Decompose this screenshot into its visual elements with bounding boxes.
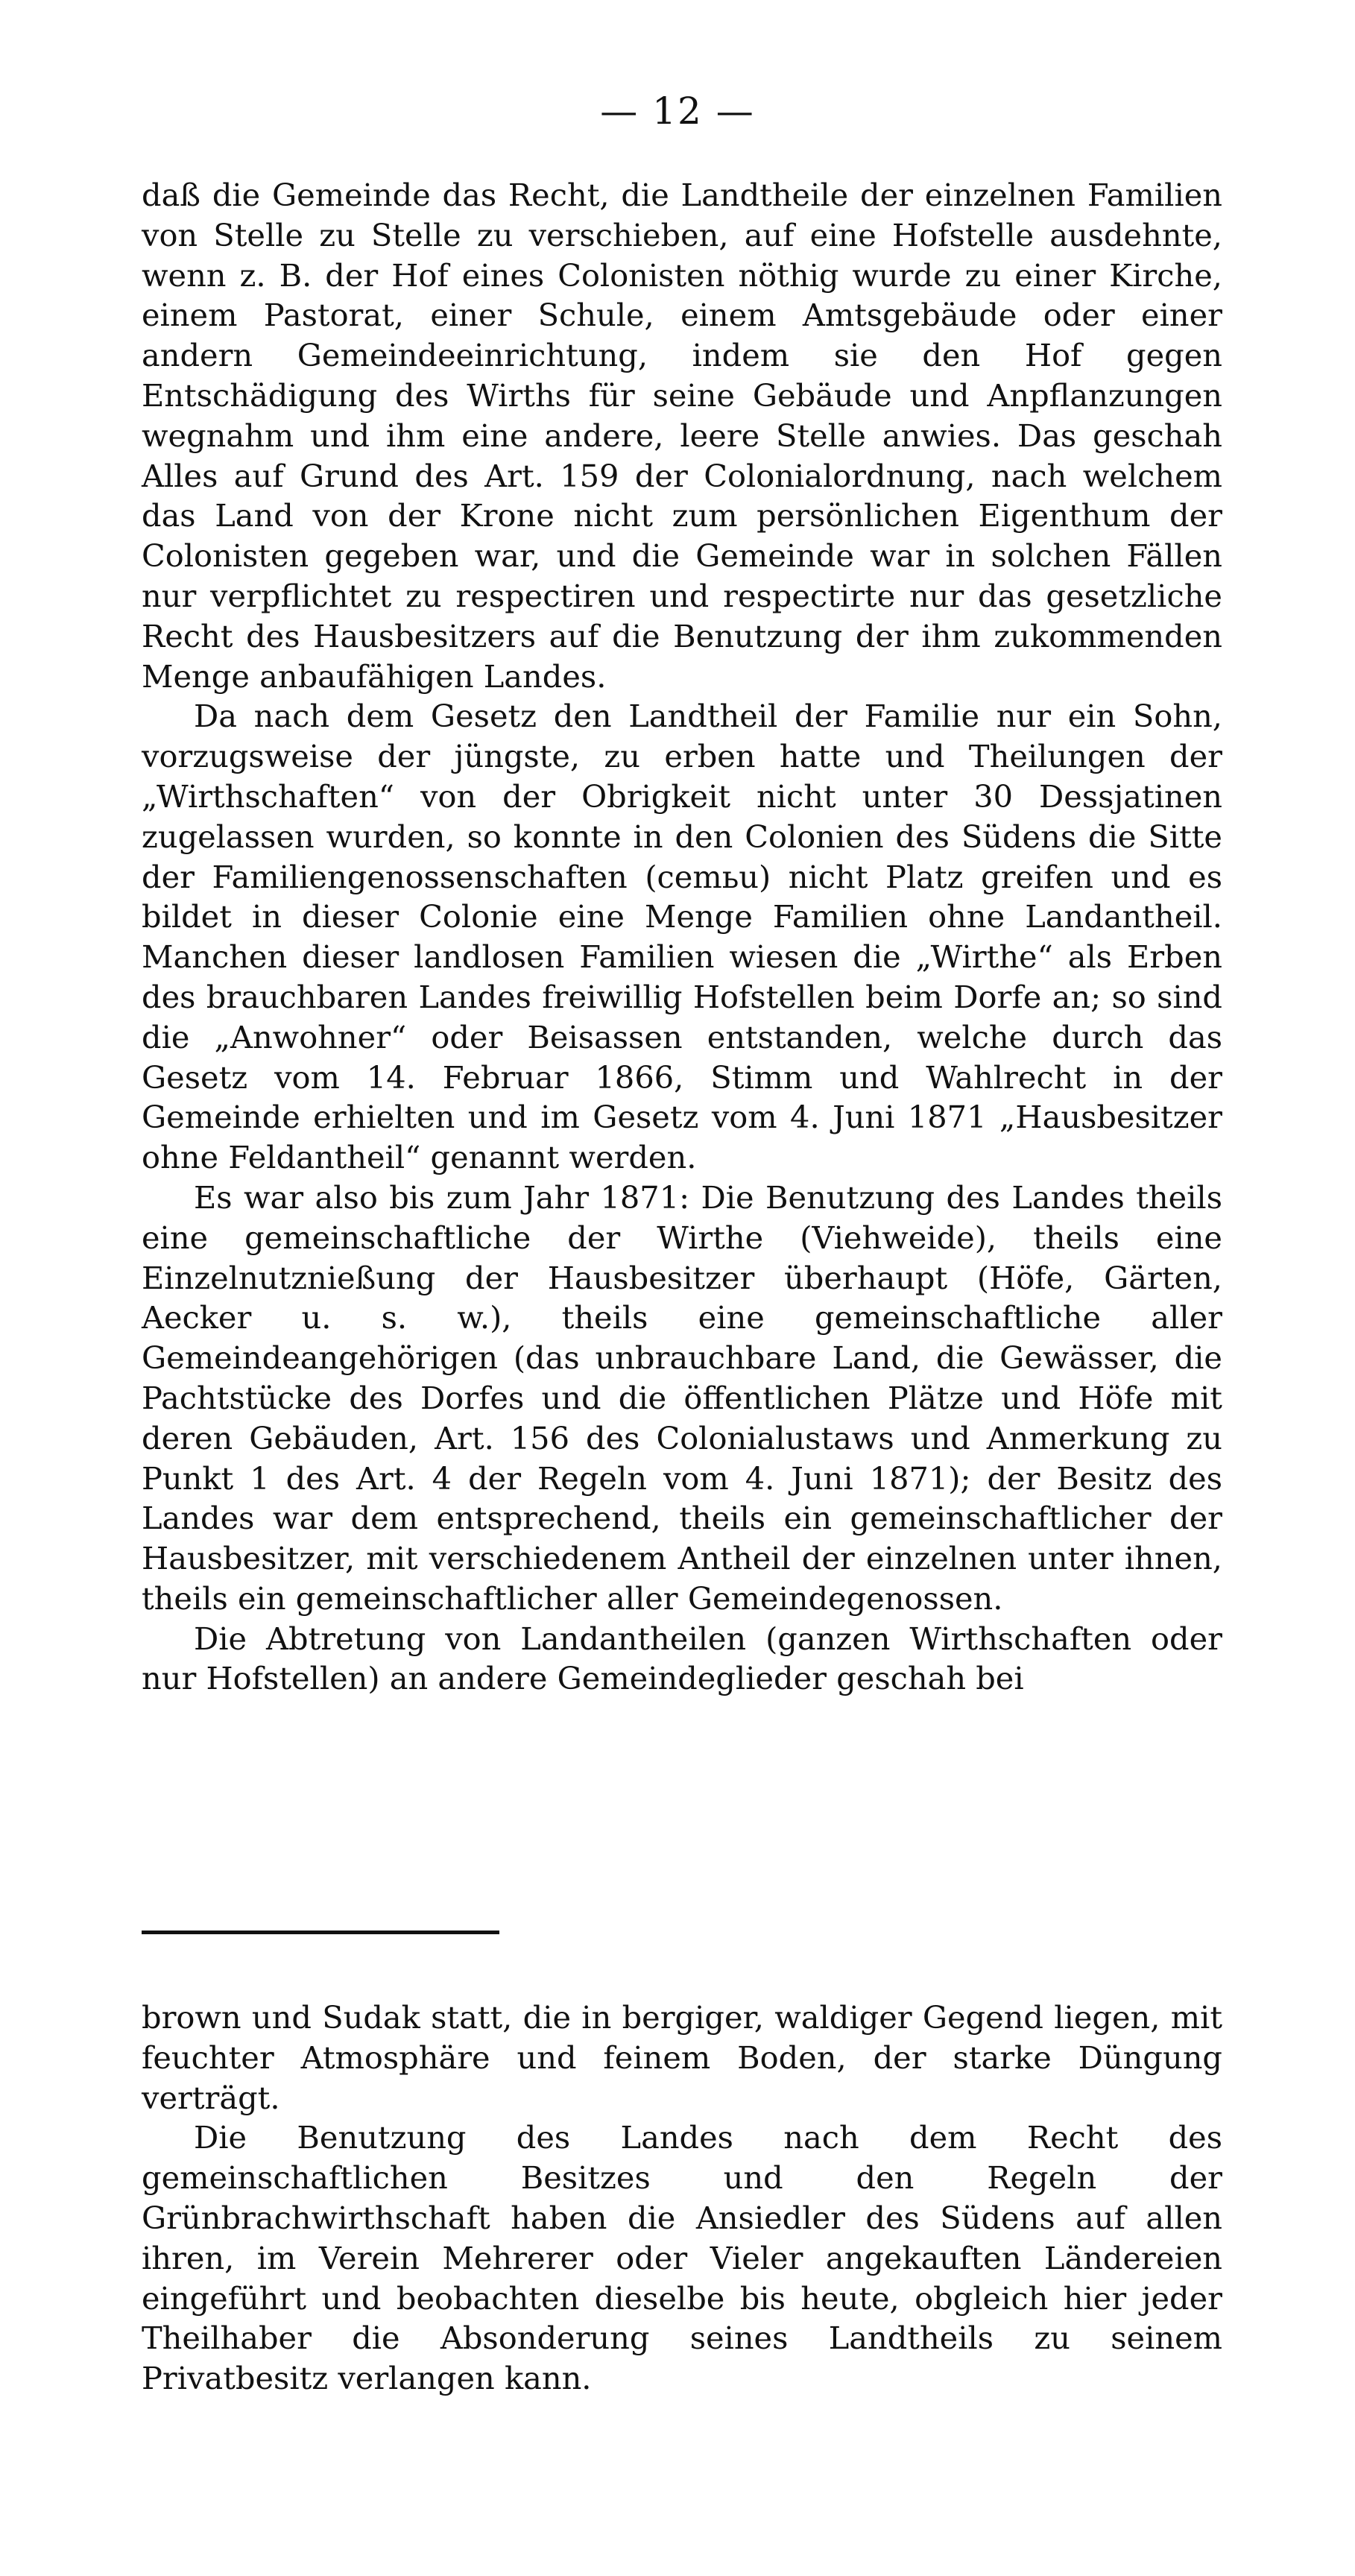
footnote-divider bbox=[142, 1931, 499, 1934]
footnote-text bbox=[142, 1998, 1222, 2399]
paragraph-3: Es war also bis zum Jahr 1871: Die Benutzung des Landes theils eine gemeinschaftliche der Wirthe (Viehweide), theils eine Einzelnutznießung der Hausbesitzer überhaupt (Höfe, Gärten, Aecker u. s. w.), theils eine gemeinschaftliche aller Gemeindeangehörigen (das unbrauchbare Land, die Gewässer, die Pachtstücke des Dorfes und die öffentlichen Plätze und Höfe mit deren Gebäuden, Art. 156 des Colonialustaws und Anmerkung zu Punkt 1 des Art. 4 der Regeln vom 4. Juni 1871); der Besitz des Landes war dem entsprechend, theils ein gemeinschaftlicher der Hausbesitzer, mit verschiedenem Antheil der einzelnen unter ihnen, theils ein gemeinschaftlicher aller Gemeindegenossen. bbox=[142, 1178, 1222, 1617]
main-text bbox=[142, 175, 1222, 1699]
paragraph-1: daß die Gemeinde das Recht, die Landtheile der einzelnen Familien von Stelle zu Stelle zu verschieben, auf eine Hofstelle ausdehnte, wenn z. B. der Hof eines Colonisten nöthig wurde zu einer Kirche, einem Pastorat, einer Schule, einem Amtsgebäude oder einer andern Gemeindeeinrichtung, indem sie den Hof gegen Entschädigung des Wirths für seine Gebäude und Anpflanzungen wegnahm und ihm eine andere, leere Stelle anwies. Das geschah Alles auf Grund des Art. 159 der Colonialordnung, nach welchem das Land von der Krone nicht zum persönlichen Eigenthum der Colonisten gegeben war, und die Gemeinde war in solchen Fällen nur verpflichtet zu respectiren und respectirte nur das gesetzliche Recht des Hausbesitzers auf die Benutzung der ihm zukommenden Menge anbaufähigen Landes. bbox=[142, 177, 1222, 695]
page-number: — 12 — bbox=[600, 89, 755, 133]
paragraph-4: Die Abtretung von Landantheilen (ganzen Wirthschaften oder nur Hofstellen) an andere Gemeindeglieder geschah bei bbox=[142, 1620, 1222, 1697]
footnote-paragraph-1: brown und Sudak statt, die in bergiger, waldiger Gegend liegen, mit feuchter Atmosphäre und feinem Boden, der starke Düngung verträgt. bbox=[142, 1999, 1222, 2116]
footnote-paragraph-2: Die Benutzung des Landes nach dem Recht des gemeinschaftlichen Besitzes und den Regeln der Grünbrachwirthschaft haben die Ansiedler des Südens auf allen ihren, im Verein Mehrerer oder Vieler angekauften Ländereien eingeführt und beobachten dieselbe bis heute, obgleich hier jeder Theilhaber die Absonderung seines Landtheils zu seinem Privatbesitz verlangen kann. bbox=[142, 2119, 1222, 2397]
paragraph-2: Da nach dem Gesetz den Landtheil der Familie nur ein Sohn, vorzugsweise der jüngste, zu erben hatte und Theilungen der „Wirthschaften“ von der Obrigkeit nicht unter 30 Dessjatinen zugelassen wurden, so konnte in den Colonien des Südens die Sitte der Familiengenossenschaften (cemьu) nicht Platz greifen und es bildet in dieser Colonie eine Menge Familien ohne Landantheil. Manchen dieser landlosen Familien wiesen die „Wirthe“ als Erben des brauchbaren Landes freiwillig Hofstellen beim Dorfe an; so sind die „Anwohner“ oder Beisassen entstanden, welche durch das Gesetz vom 14. Februar 1866, Stimm und Wahlrecht in der Gemeinde erhielten und im Gesetz vom 4. Juni 1871 „Hausbesitzer ohne Feldantheil“ genannt werden. bbox=[142, 698, 1222, 1176]
